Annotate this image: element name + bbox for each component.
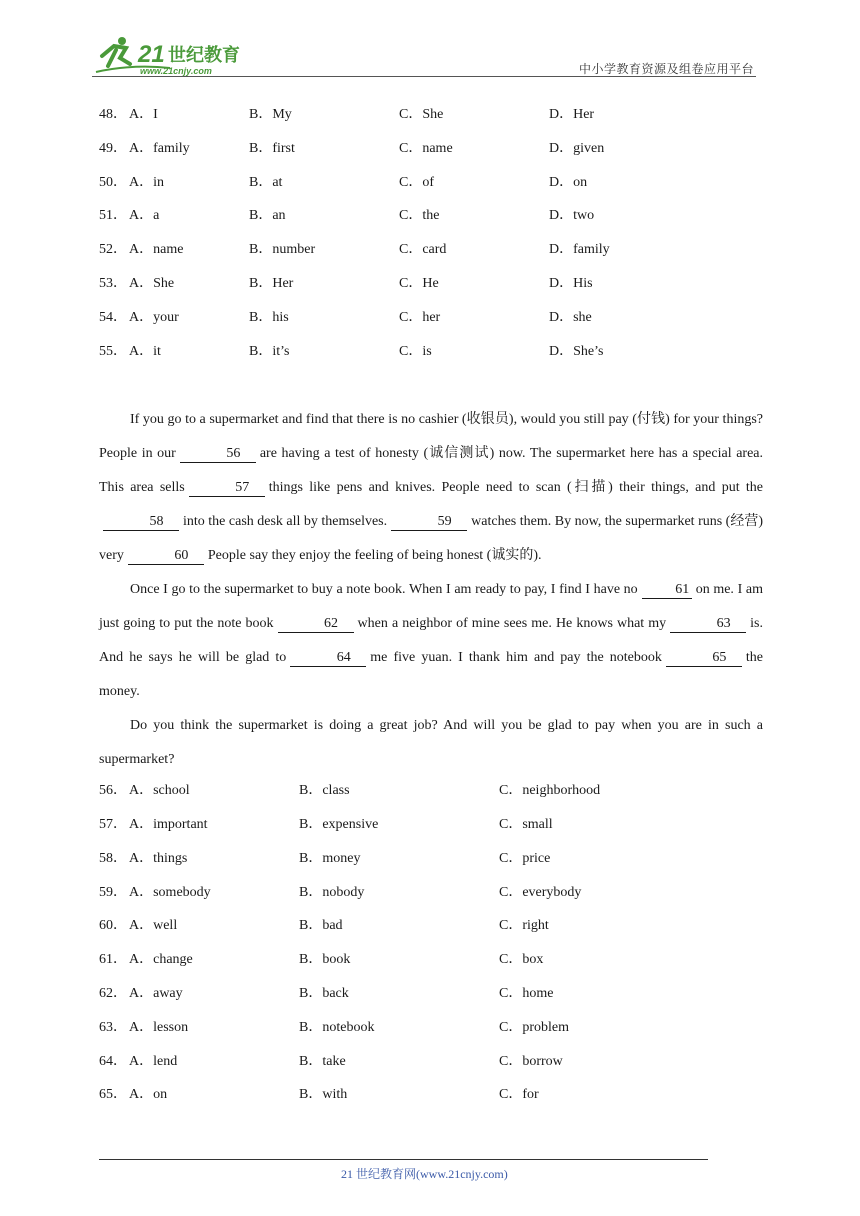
option-c: C．borrow (499, 1054, 563, 1069)
passage-paragraph-3: Do you think the supermarket is doing a great job? And will you be glad to pay when you are in such a supermarket? (99, 718, 763, 767)
svg-text:21: 21 (138, 41, 165, 68)
option-b: B．bad (299, 918, 343, 933)
option-a: A．family (129, 141, 190, 156)
option-c: C．He (399, 276, 439, 291)
option-a: A．a (129, 208, 160, 223)
question-number: 55． (99, 344, 127, 359)
option-b: B．his (249, 310, 289, 325)
option-c: C．for (499, 1087, 539, 1102)
option-a: A．lend (129, 1054, 178, 1069)
option-d: D．She’s (549, 344, 604, 359)
option-c: C．box (499, 952, 544, 967)
option-b: B．with (299, 1087, 348, 1102)
option-c: C．the (399, 208, 440, 223)
option-c: C．her (399, 310, 441, 325)
blank-56: 56 (180, 445, 256, 463)
question-number: 57． (99, 817, 127, 832)
option-c: C．card (399, 242, 447, 257)
option-a: A．things (129, 851, 188, 866)
blank-58: 58 (103, 513, 179, 531)
question-number: 48． (99, 107, 127, 122)
option-b: B．book (299, 952, 351, 967)
option-b: B．notebook (299, 1020, 375, 1035)
option-c: C．small (499, 817, 553, 832)
option-b: B．Her (249, 276, 294, 291)
option-c: C．is (399, 344, 432, 359)
header-divider (92, 76, 756, 77)
option-d: D．she (549, 310, 592, 325)
option-b: B．expensive (299, 817, 379, 832)
question-number: 63． (99, 1020, 127, 1035)
blank-64: 64 (290, 649, 366, 667)
blank-62: 62 (278, 615, 354, 633)
footer-divider (99, 1159, 708, 1160)
option-b: B．nobody (299, 885, 365, 900)
page-header (92, 34, 756, 78)
option-c: C．home (499, 986, 554, 1001)
platform-name: 中小学教育资源及组卷应用平台 (578, 62, 754, 76)
passage-paragraph-2: Once I go to the supermarket to buy a note book. When I am ready to pay, I find I have no 61 on me. I am just going to put the note book 62 when a neighbor of mine sees me. He knows what my 63 is. And he says he will be glad to 64 me five yuan. I thank him and pay the notebook 65 the money. (99, 582, 764, 699)
option-a: A．it (129, 344, 161, 359)
option-c: C．of (399, 175, 434, 190)
logo-21cnjy (92, 34, 272, 78)
question-number: 60． (99, 918, 127, 933)
option-c: C．name (399, 141, 453, 156)
option-b: B．class (299, 783, 350, 798)
question-number: 50． (99, 175, 127, 190)
question-number: 62． (99, 986, 127, 1001)
blank-59: 59 (391, 513, 467, 531)
option-d: D．family (549, 242, 610, 257)
blank-63: 63 (670, 615, 746, 633)
option-b: B．first (249, 141, 295, 156)
question-number: 53． (99, 276, 127, 291)
question-number: 64． (99, 1054, 127, 1069)
option-d: D．two (549, 208, 595, 223)
option-a: A．on (129, 1087, 168, 1102)
question-number: 61． (99, 952, 127, 967)
option-d: D．given (549, 141, 605, 156)
passage-paragraph-1: If you go to a supermarket and find that there is no cashier (收银员), would you still pay (付钱) for your things? People in our 56 are having a test of honesty (诚信测试) now. The supermarket here has a special area. This area sells 57 things like pens and knives. People need to scan (扫描) their things, and put the58 into the cash desk all by themselves. 59 watches them. By now, the supermarket runs (经营) very 60 People say they enjoy the feeling of being honest (诚实的). (99, 412, 764, 563)
option-d: D．Her (549, 107, 595, 122)
option-c: C．everybody (499, 885, 582, 900)
blank-61: 61 (642, 581, 692, 599)
blank-65: 65 (666, 649, 742, 667)
svg-text:www.21cnjy.com: www.21cnjy.com (140, 66, 212, 76)
question-number: 49． (99, 141, 127, 156)
option-a: A．important (129, 817, 208, 832)
option-c: C．right (499, 918, 549, 933)
question-number: 54． (99, 310, 127, 325)
option-b: B．My (249, 107, 292, 122)
option-a: A．She (129, 276, 175, 291)
option-a: A．I (129, 107, 158, 122)
blank-60: 60 (128, 547, 204, 565)
question-number: 59． (99, 885, 127, 900)
question-number: 56． (99, 783, 127, 798)
option-b: B．it’s (249, 344, 290, 359)
option-c: C．problem (499, 1020, 569, 1035)
option-d: D．His (549, 276, 593, 291)
option-b: B．money (299, 851, 361, 866)
option-c: C．She (399, 107, 444, 122)
blank-57: 57 (189, 479, 265, 497)
option-a: A．somebody (129, 885, 211, 900)
question-number: 58． (99, 851, 127, 866)
option-a: A．change (129, 952, 193, 967)
svg-text:世纪教育: 世纪教育 (168, 45, 240, 66)
question-number: 51． (99, 208, 127, 223)
option-b: B．back (299, 986, 349, 1001)
option-a: A．your (129, 310, 179, 325)
option-b: B．at (249, 175, 283, 190)
option-c: C．neighborhood (499, 783, 601, 798)
option-b: B．an (249, 208, 286, 223)
reading-passage (99, 403, 763, 777)
option-c: C．price (499, 851, 551, 866)
option-a: A．well (129, 918, 178, 933)
question-number: 52． (99, 242, 127, 257)
option-a: A．in (129, 175, 164, 190)
footer-link[interactable]: 21 世纪教育网(www.21cnjy.com) (341, 1167, 508, 1181)
option-b: B．take (299, 1054, 346, 1069)
option-b: B．number (249, 242, 316, 257)
option-a: A．school (129, 783, 190, 798)
option-a: A．lesson (129, 1020, 189, 1035)
option-d: D．on (549, 175, 588, 190)
question-number: 65． (99, 1087, 127, 1102)
option-a: A．name (129, 242, 184, 257)
option-a: A．away (129, 986, 183, 1001)
